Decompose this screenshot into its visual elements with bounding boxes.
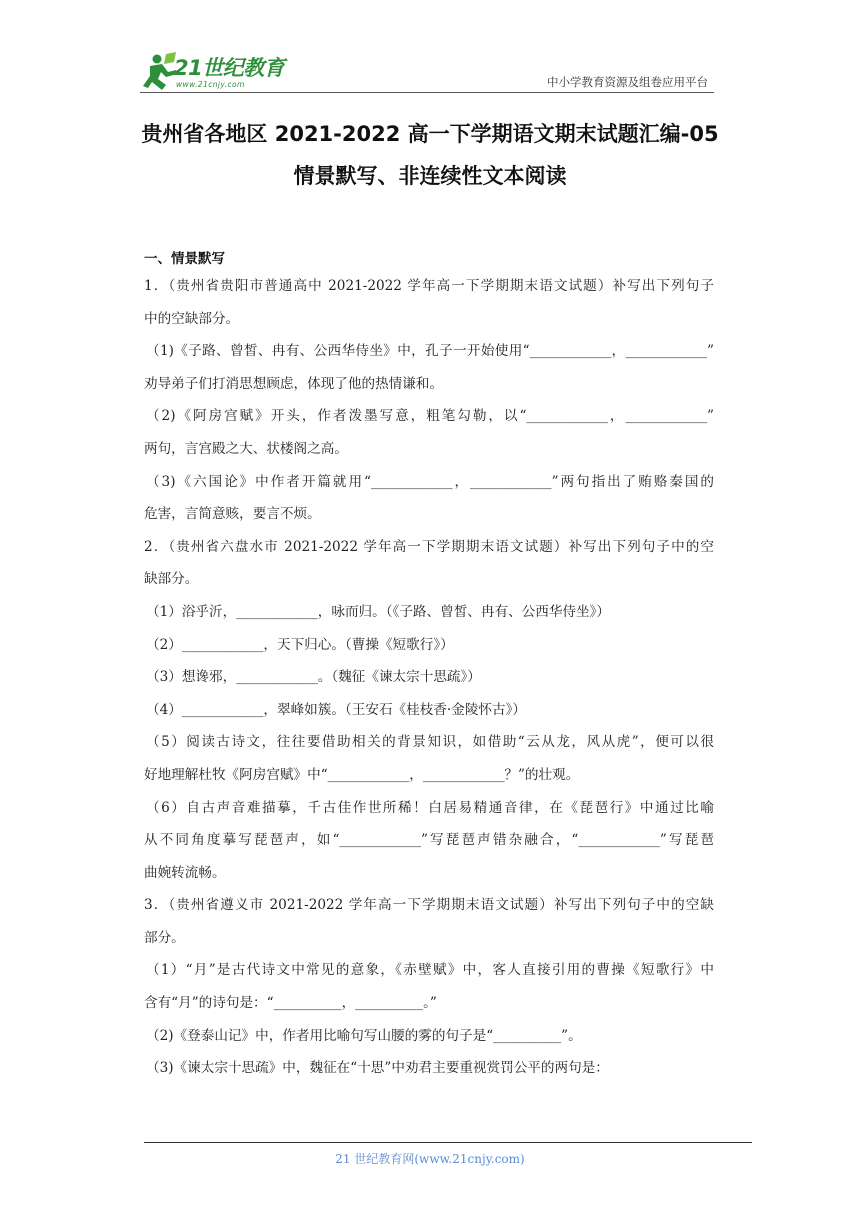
question-line: （2）____________，天下归心。（曹操《短歌行》） — [146, 636, 454, 653]
question-line: （4）____________，翠峰如簇。（王安石《桂枝香·金陵怀古》） — [146, 701, 526, 718]
platform-label: 中小学教育资源及组卷应用平台 — [547, 75, 708, 89]
logo-url: www.21cnjy.com — [176, 80, 245, 89]
logo-text: 21世纪教育 — [174, 56, 285, 80]
question-line: 中的空缺部分。 — [144, 310, 240, 327]
question-line: 缺部分。 — [144, 571, 199, 588]
question-line: 从不同角度摹写琵琶声，如“____________”写琵琶声错杂融合，“____________”写琵琶 — [144, 832, 714, 849]
footer-divider — [144, 1142, 752, 1143]
document-title-line-2: 情景默写、非连续性文本阅读 — [293, 164, 567, 188]
question-line: 劝导弟子们打消思想顾虑，体现了他的热情谦和。 — [144, 375, 444, 392]
question-line: （3）想谗邪，____________。（魏征《谏太宗十思疏》） — [146, 669, 481, 686]
question-line: 2．（贵州省六盘水市 2021-2022 学年高一下学期期末语文试题）补写出下列句子中的空 — [144, 538, 714, 555]
question-line: （3)《谏太宗十思疏》中，魏征在“十思”中劝君主要重视赏罚公平的两句是： — [146, 1060, 609, 1077]
question-line: （2)《阿房宫赋》开头，作者泼墨写意，粗笔勾勒，以“____________，____________” — [146, 408, 714, 425]
page-header — [140, 50, 714, 94]
question-line: （1)《子路、曾皙、冉有、公西华侍坐》中，孔子一开始使用“____________，____________” — [146, 343, 714, 360]
question-line: 3．（贵州省遵义市 2021-2022 学年高一下学期期末语文试题）补写出下列句子中的空缺 — [144, 897, 714, 914]
question-line: （6）自古声音难描摹，千古佳作世所稀！白居易精通音律，在《琵琶行》中通过比喻 — [146, 799, 714, 816]
section-heading: 一、情景默写 — [144, 251, 225, 267]
question-line: （5）阅读古诗文，往往要借助相关的背景知识，如借助“云从龙，风从虎”，便可以很 — [146, 734, 714, 751]
question-line: 两句，言宫殿之大、状楼阁之高。 — [144, 440, 348, 457]
question-content — [144, 270, 714, 1085]
header-divider — [140, 92, 714, 93]
footer-link[interactable]: 21 世纪教育网(www.21cnjy.com) — [335, 1152, 525, 1166]
question-line: （3)《六国论》中作者开篇就用“____________，____________”两句指出了贿赂秦国的 — [146, 473, 714, 490]
question-line: 部分。 — [144, 929, 185, 946]
question-line: 含有“月”的诗句是：“__________，__________。” — [144, 995, 437, 1012]
question-line: 好地理解杜牧《阿房宫赋》中“____________，____________？”的壮观。 — [144, 766, 580, 783]
question-line: 危害，言简意赅，要言不烦。 — [144, 506, 321, 523]
question-line: 曲婉转流畅。 — [144, 864, 226, 881]
question-line: 1．（贵州省贵阳市普通高中 2021-2022 学年高一下学期期末语文试题）补写出下列句子 — [144, 278, 714, 294]
logo — [140, 50, 320, 94]
document-title-line-1: 贵州省各地区 2021-2022 高一下学期语文期末试题汇编-05 — [141, 122, 719, 146]
question-line: （1）“月”是古代诗文中常见的意象，《赤壁赋》中，客人直接引用的曹操《短歌行》中 — [146, 962, 714, 979]
question-line: （1）浴乎沂，____________，咏而归。（《子路、曾皙、冉有、公西华侍坐》） — [146, 603, 611, 620]
question-line: （2)《登泰山记》中，作者用比喻句写山腰的雾的句子是“__________”。 — [146, 1027, 582, 1044]
